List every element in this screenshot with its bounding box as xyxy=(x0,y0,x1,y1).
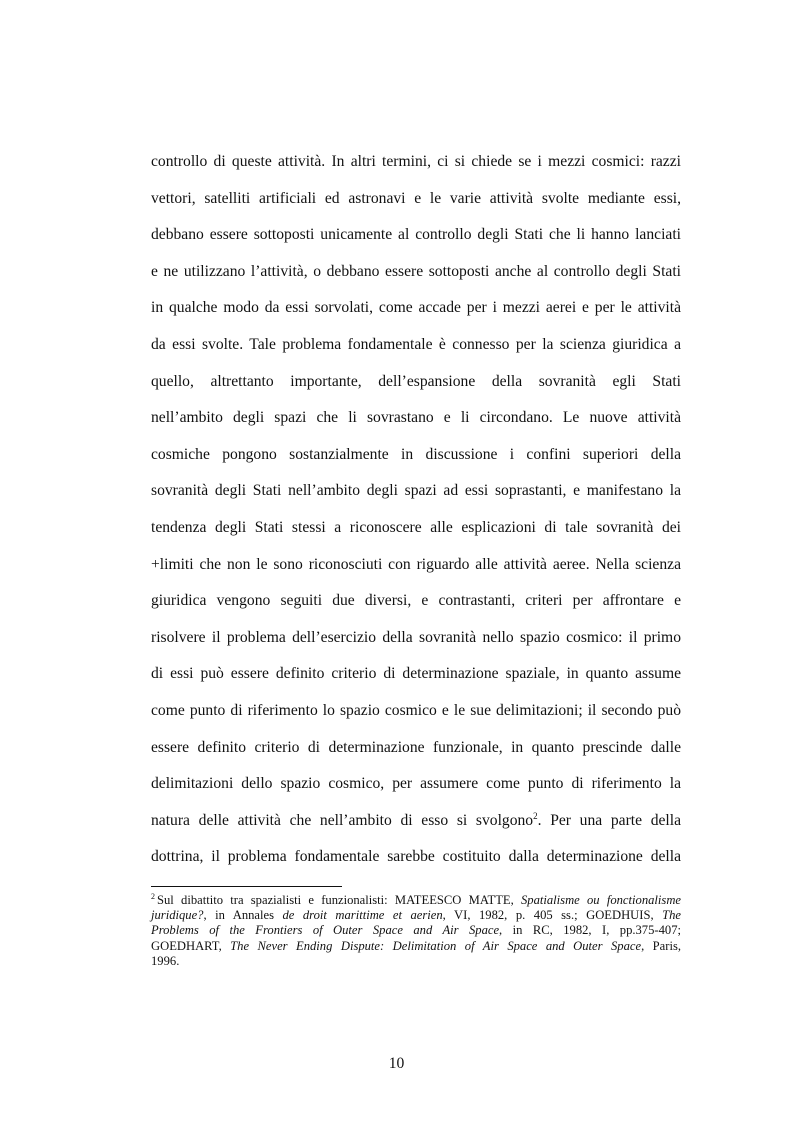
footnote-line xyxy=(151,908,681,923)
body-line: essere definito criterio di determinazione funzionale, in quanto prescinde dalle xyxy=(151,738,681,756)
body-line: di essi può essere definito criterio di determinazione spaziale, in quanto assume xyxy=(151,665,681,683)
footnote-text: , in RC, 1982, I, pp.375-407; xyxy=(499,923,681,938)
footnote-title: Problems of the Frontiers of Outer Space and Air Space xyxy=(151,923,500,938)
footnote-line xyxy=(151,893,681,908)
body-line: risolvere il problema dell’esercizio della sovranità nello spazio cosmico: il primo xyxy=(151,628,681,646)
body-text-segment: . Per una parte della xyxy=(537,811,681,829)
footnote-line xyxy=(151,923,681,938)
footnote-text: , VI, 1982, p. 405 ss.; GOEDHUIS, xyxy=(442,908,663,923)
footnote-reference[interactable]: 2 xyxy=(533,810,538,821)
body-line: controllo di queste attività. In altri termini, ci si chiede se i mezzi cosmici: razzi xyxy=(151,153,681,170)
body-line: in qualche modo da essi sorvolati, come accade per i mezzi aerei e per le attività xyxy=(151,299,681,317)
body-line: debbano essere sottoposti unicamente al controllo degli Stati che li hanno lanciati xyxy=(151,226,681,244)
body-line: da essi svolte. Tale problema fondamentale è connesso per la scienza giuridica a xyxy=(151,335,681,353)
body-line: cosmiche pongono sostanzialmente in discussione i confini superiori della xyxy=(151,445,681,463)
footnote-title: The Never Ending Dispute: Delimitation of Air Space and Outer Space xyxy=(230,938,642,953)
body-line: sovranità degli Stati nell’ambito degli spazi ad essi soprastanti, e manifestano la xyxy=(151,482,681,500)
footnote-line: 1996. xyxy=(151,953,180,968)
body-line: e ne utilizzano l’attività, o debbano essere sottoposti anche al controllo degli Stati xyxy=(151,262,681,280)
footnote-text: , in Annales xyxy=(203,908,283,923)
body-line-with-footnote-ref xyxy=(151,803,681,840)
footnote-marker: 2 xyxy=(151,892,155,901)
body-line: vettori, satelliti artificiali ed astronavi e le varie attività svolte mediante essi, xyxy=(151,189,681,207)
footnote-title: The xyxy=(662,908,682,923)
footnote-text: GOEDHART, xyxy=(151,938,231,953)
body-line: quello, altrettanto importante, dell’espansione della sovranità egli Stati xyxy=(151,372,681,390)
body-line: come punto di riferimento lo spazio cosmico e le sue delimitazioni; il secondo può xyxy=(151,701,681,719)
footnote-title: juridique? xyxy=(151,908,204,923)
body-line: nell’ambito degli spazi che li sovrastano e li circondano. Le nuove attività xyxy=(151,409,681,427)
body-line: delimitazioni dello spazio cosmico, per assumere come punto di riferimento la xyxy=(151,775,681,793)
body-text-segment: natura delle attività che nell’ambito di esso si svolgono xyxy=(151,811,534,829)
footnote-separator xyxy=(151,886,342,887)
body-line: dottrina, il problema fondamentale sarebbe costituito dalla determinazione della xyxy=(151,848,681,866)
body-line: tendenza degli Stati stessi a riconoscere alle esplicazioni di tale sovranità dei xyxy=(151,518,681,536)
footnote-title: de droit marittime et aerien xyxy=(282,908,443,923)
footnote-text: Sul dibattito tra spazialisti e funzionalisti: MATEESCO MATTE, xyxy=(157,893,521,907)
body-paragraph xyxy=(151,144,681,876)
footnote xyxy=(151,893,681,969)
footnote-title: Spatialisme ou fonctionalisme xyxy=(521,893,681,907)
body-line: giuridica vengono seguiti due diversi, e contrastanti, criteri per affrontare e xyxy=(151,592,681,610)
page-number: 10 xyxy=(388,1055,405,1072)
body-line: +limiti che non le sono riconosciuti con riguardo alle attività aeree. Nella scienza xyxy=(151,555,681,573)
footnote-line xyxy=(151,939,681,954)
footnote-text: , Paris, xyxy=(641,938,681,953)
